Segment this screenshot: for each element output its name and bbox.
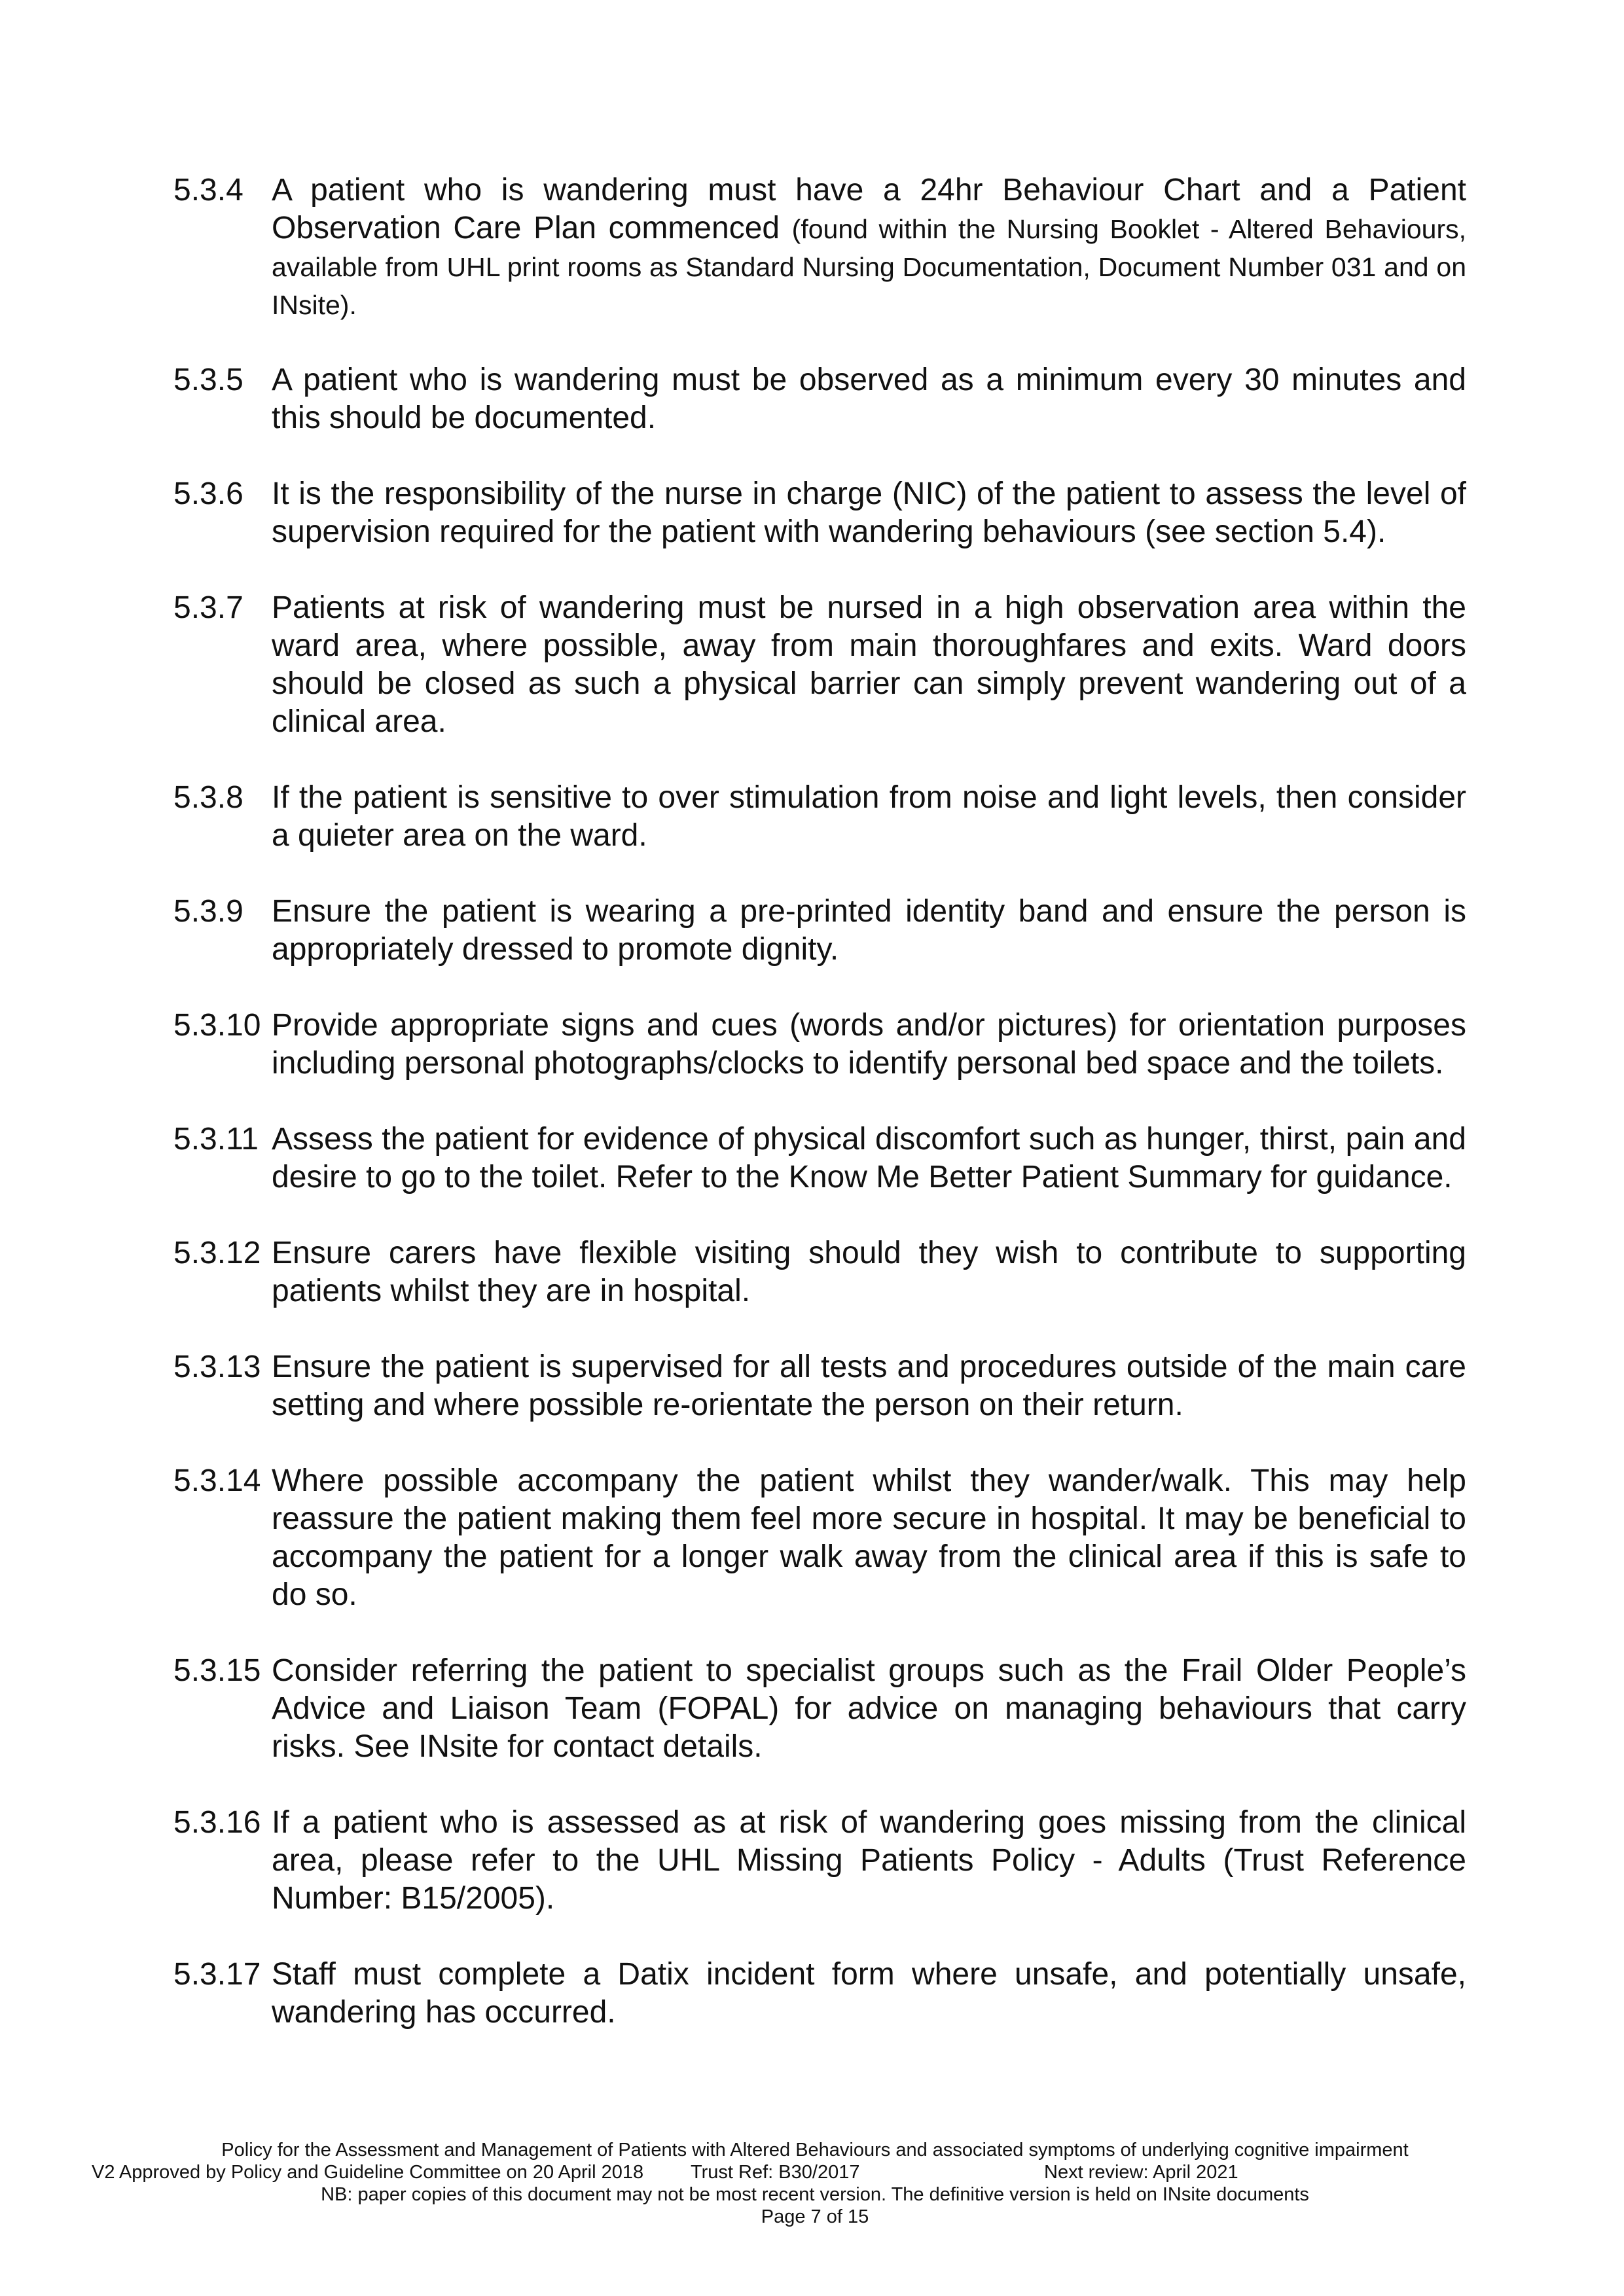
clause-number: 5.3.15 [173, 1653, 261, 1688]
clause-text: Assess the patient for evidence of physical discomfort such as hunger, thirst, pain and desire to go to the toilet. Refer to the Know Me Better Patient Summary for guidance. [272, 1122, 1466, 1194]
clause-5-3-11 [173, 1121, 1466, 1196]
clause-text: If a patient who is assessed as at risk of wandering goes missing from the clinical area, please refer to the UHL Missing Patients Policy - Adults (Trust Reference Number: B15/2005). [272, 1805, 1466, 1916]
clause-5-3-4 [173, 171, 1466, 323]
clause-main-text: A patient who is wandering must have a 24hr Behaviour Chart and a Patient Observation Care Plan commenced [272, 173, 1466, 245]
clause-number: 5.3.5 [173, 363, 244, 397]
clause-text: Where possible accompany the patient whilst they wander/walk. This may help reassure the patient making them feel more secure in hospital. It may be beneficial to accompany the patient for a longer walk away from the clinical area if this is safe to do so. [272, 1463, 1466, 1612]
page-footer [79, 2139, 1551, 2228]
clause-text: Ensure carers have flexible visiting should they wish to contribute to supporting patients whilst they are in hospital. [272, 1236, 1466, 1308]
clause-5-3-8 [173, 779, 1466, 855]
clause-number: 5.3.8 [173, 780, 244, 815]
clause-number: 5.3.4 [173, 173, 244, 207]
clause-number: 5.3.10 [173, 1008, 261, 1043]
clause-text: Staff must complete a Datix incident form where unsafe, and potentially unsafe, wandering has occurred. [272, 1957, 1466, 2030]
clause-note: (found within the Nursing Booklet - Altered Behaviours, available from UHL print rooms as Standard Nursing Documentation, Document Number 031 and on INsite). [272, 214, 1467, 320]
clause-5-3-13 [173, 1348, 1466, 1424]
clause-number: 5.3.12 [173, 1236, 261, 1270]
clause-text: Ensure the patient is supervised for all tests and procedures outside of the main care setting and where possible re-orientate the person on their return. [272, 1350, 1466, 1422]
clause-number: 5.3.14 [173, 1463, 261, 1498]
clause-list [173, 171, 1466, 2032]
clause-text: It is the responsibility of the nurse in charge (NIC) of the patient to assess the level of supervision required for the patient with wandering behaviours (see section 5.4). [272, 476, 1466, 549]
clause-5-3-7 [173, 589, 1466, 741]
clause-number: 5.3.17 [173, 1957, 261, 1992]
clause-5-3-12 [173, 1234, 1466, 1310]
clause-text [272, 171, 1466, 323]
clause-number: 5.3.16 [173, 1805, 261, 1840]
clause-number: 5.3.7 [173, 590, 244, 625]
clause-text: Consider referring the patient to specialist groups such as the Frail Older People’s Advice and Liaison Team (FOPAL) for advice on managing behaviours that carry risks. See INsite for contact details. [272, 1653, 1466, 1764]
clause-5-3-16 [173, 1804, 1466, 1918]
footer-trust-ref: Trust Ref: B30/2017 [691, 2162, 860, 2183]
clause-number: 5.3.13 [173, 1350, 261, 1384]
clause-5-3-10 [173, 1007, 1466, 1083]
clause-text: Ensure the patient is wearing a pre-printed identity band and ensure the person is appropriately dressed to promote dignity. [272, 894, 1466, 967]
footer-approved: V2 Approved by Policy and Guideline Committee on 20 April 2018 [92, 2162, 644, 2183]
clause-number: 5.3.9 [173, 894, 244, 929]
footer-disclaimer: NB: paper copies of this document may not be most recent version. The definitive version is held on INsite documents [321, 2184, 1309, 2205]
clause-text: A patient who is wandering must be observed as a minimum every 30 minutes and this should be documented. [272, 363, 1466, 435]
footer-policy-title: Policy for the Assessment and Management of Patients with Altered Behaviours and associated symptoms of underlying cognitive impairment [221, 2140, 1409, 2161]
clause-5-3-15 [173, 1652, 1466, 1766]
footer-next-review: Next review: April 2021 [1044, 2162, 1238, 2183]
clause-text: If the patient is sensitive to over stimulation from noise and light levels, then consider a quieter area on the ward. [272, 780, 1466, 853]
clause-text: Patients at risk of wandering must be nursed in a high observation area within the ward area, where possible, away from main thoroughfares and exits. Ward doors should be closed as such a physical barrier can simply prevent wandering out of a clinical area. [272, 590, 1466, 739]
clause-5-3-6 [173, 475, 1466, 551]
clause-text: Provide appropriate signs and cues (words and/or pictures) for orientation purposes including personal photographs/clocks to identify personal bed space and the toilets. [272, 1008, 1466, 1081]
clause-5-3-9 [173, 893, 1466, 969]
clause-number: 5.3.11 [173, 1122, 259, 1157]
footer-page-number: Page 7 of 15 [761, 2206, 869, 2227]
clause-5-3-14 [173, 1462, 1466, 1614]
clause-5-3-17 [173, 1956, 1466, 2032]
clause-number: 5.3.6 [173, 476, 244, 511]
clause-5-3-5 [173, 361, 1466, 437]
footer-approval-line [79, 2161, 1551, 2183]
